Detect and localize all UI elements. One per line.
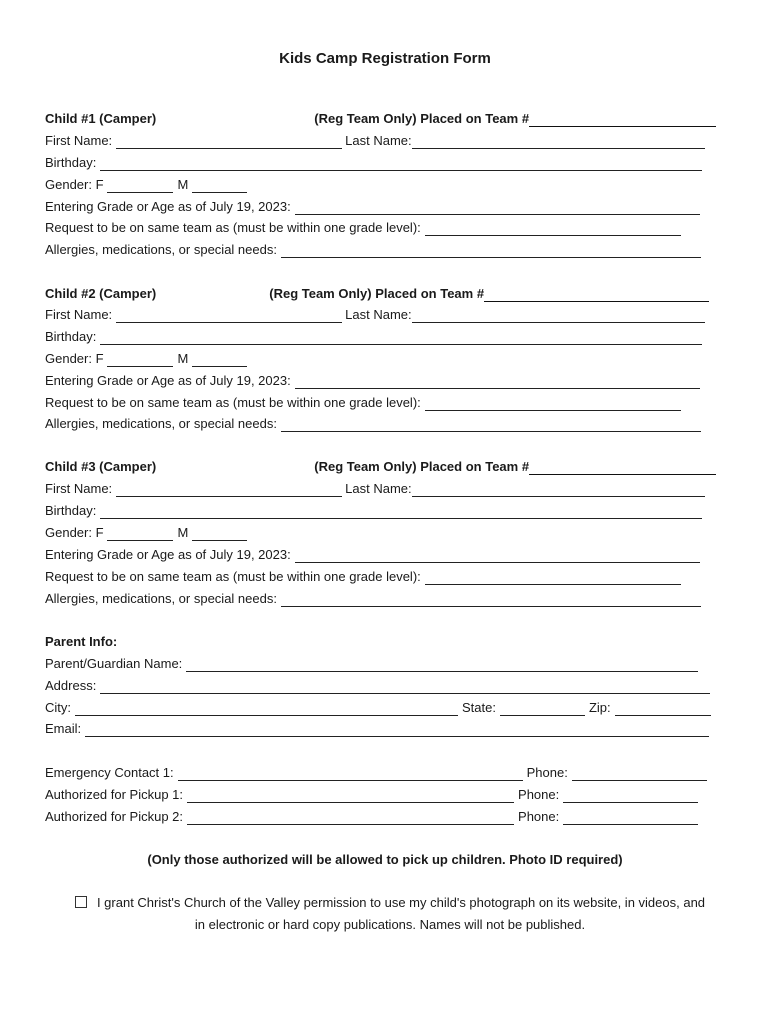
child-2-gender-f-label: Gender: F [45, 351, 104, 366]
child-3-allergies-row [45, 591, 701, 607]
child-3-allergies-field[interactable] [281, 593, 701, 607]
child-3-gender-row [45, 525, 247, 541]
child-2-first-name-field[interactable] [116, 309, 342, 323]
child-2-grade-label: Entering Grade or Age as of July 19, 2023: [45, 373, 291, 388]
child-1-grade-label: Entering Grade or Age as of July 19, 2023: [45, 199, 291, 214]
child-2-grade-row [45, 373, 700, 389]
child-2-name-row [45, 307, 705, 323]
child-2-same-team-row [45, 395, 681, 411]
zip-label: Zip: [588, 700, 611, 715]
city-field[interactable] [75, 702, 458, 716]
child-3-same-team-row [45, 569, 681, 585]
child-3-gender-m-field[interactable] [192, 527, 247, 541]
child-1-gender-row [45, 177, 247, 193]
child-3-gender-m-label: M [177, 525, 189, 540]
photo-consent-text-1: I grant Christ's Church of the Valley permission to use my child's photograph on its website, in videos, and [96, 895, 706, 910]
child-3-first-name-label: First Name: [45, 481, 113, 496]
child-3-allergies-label: Allergies, medications, or special needs: [45, 591, 277, 606]
child-2-gender-m-label: M [177, 351, 189, 366]
child-3-team-label: (Reg Team Only) Placed on Team # [314, 459, 530, 474]
child-1-name-row [45, 133, 705, 149]
guardian-name-label: Parent/Guardian Name: [45, 656, 183, 671]
photo-consent-line-2: in electronic or hard copy publications. Names will not be published. [194, 917, 586, 932]
pickup-2-label: Authorized for Pickup 2: [45, 809, 184, 824]
child-2-team-field[interactable] [484, 288, 709, 302]
parent-info-header [45, 634, 117, 650]
child-3-last-name-field[interactable] [412, 483, 705, 497]
child-2-birthday-field[interactable] [100, 331, 702, 345]
child-2-birthday-label: Birthday: [45, 329, 97, 344]
child-3-last-name-label: Last Name: [345, 481, 412, 496]
child-1-birthday-label: Birthday: [45, 155, 97, 170]
emergency-contact-field[interactable] [178, 767, 523, 781]
child-1-allergies-row [45, 242, 701, 258]
child-1-last-name-label: Last Name: [345, 133, 412, 148]
child-2-header [45, 286, 709, 302]
child-2-gender-m-field[interactable] [192, 353, 247, 367]
child-3-grade-label: Entering Grade or Age as of July 19, 2023: [45, 547, 291, 562]
child-3-birthday-row [45, 503, 702, 519]
child-1-birthday-row [45, 155, 702, 171]
form-title: Kids Camp Registration Form [279, 50, 491, 67]
city-label: City: [45, 700, 71, 715]
photo-consent-line-1 [50, 892, 730, 914]
child-3-birthday-field[interactable] [100, 505, 702, 519]
child-2-allergies-field[interactable] [281, 418, 701, 432]
pickup-2-row [45, 809, 698, 825]
guardian-name-field[interactable] [186, 658, 698, 672]
child-1-grade-row [45, 199, 700, 215]
child-1-first-name-field[interactable] [116, 135, 342, 149]
child-1-gender-f-label: Gender: F [45, 177, 104, 192]
child-1-same-team-field[interactable] [425, 222, 681, 236]
child-2-heading: Child #2 (Camper) [45, 286, 157, 301]
child-1-allergies-field[interactable] [281, 244, 701, 258]
pickup-2-phone-field[interactable] [563, 811, 698, 825]
guardian-row [45, 656, 698, 672]
checkbox-icon[interactable] [75, 896, 87, 908]
child-1-same-team-row [45, 220, 681, 236]
address-label: Address: [45, 678, 97, 693]
address-field[interactable] [100, 680, 710, 694]
email-label: Email: [45, 721, 82, 736]
child-2-same-team-label: Request to be on same team as (must be within one grade level): [45, 395, 421, 410]
pickup-2-phone-label: Phone: [518, 809, 560, 824]
child-2-gender-row [45, 351, 247, 367]
pickup-2-field[interactable] [187, 811, 514, 825]
child-2-birthday-row [45, 329, 702, 345]
child-2-last-name-label: Last Name: [345, 307, 412, 322]
pickup-1-label: Authorized for Pickup 1: [45, 787, 184, 802]
child-3-team-field[interactable] [529, 461, 716, 475]
pickup-1-phone-label: Phone: [518, 787, 560, 802]
child-1-first-name-label: First Name: [45, 133, 113, 148]
child-1-same-team-label: Request to be on same team as (must be within one grade level): [45, 220, 421, 235]
pickup-1-row [45, 787, 698, 803]
zip-field[interactable] [615, 702, 711, 716]
child-3-gender-f-field[interactable] [107, 527, 173, 541]
child-3-header [45, 459, 716, 475]
child-2-last-name-field[interactable] [412, 309, 705, 323]
child-2-allergies-row [45, 416, 701, 432]
child-2-first-name-label: First Name: [45, 307, 113, 322]
child-1-header [45, 111, 716, 127]
child-1-gender-f-field[interactable] [107, 179, 173, 193]
child-1-grade-field[interactable] [295, 201, 700, 215]
child-3-birthday-label: Birthday: [45, 503, 97, 518]
emergency-contact-label: Emergency Contact 1: [45, 765, 174, 780]
child-3-grade-field[interactable] [295, 549, 700, 563]
photo-consent [50, 892, 730, 936]
child-1-heading: Child #1 (Camper) [45, 111, 157, 126]
child-3-grade-row [45, 547, 700, 563]
child-1-last-name-field[interactable] [412, 135, 705, 149]
child-3-same-team-field[interactable] [425, 571, 681, 585]
child-3-heading: Child #3 (Camper) [45, 459, 157, 474]
email-row [45, 721, 709, 737]
address-row [45, 678, 710, 694]
child-2-same-team-field[interactable] [425, 397, 681, 411]
child-1-team-label: (Reg Team Only) Placed on Team # [314, 111, 530, 126]
child-1-team-field[interactable] [529, 113, 716, 127]
child-1-gender-m-field[interactable] [192, 179, 247, 193]
emergency-phone-field[interactable] [572, 767, 707, 781]
emergency-phone-label: Phone: [526, 765, 568, 780]
pickup-notice: (Only those authorized will be allowed to pick up children. Photo ID required) [147, 852, 623, 867]
email-field[interactable] [85, 723, 709, 737]
pickup-1-field[interactable] [187, 789, 514, 803]
child-1-birthday-field[interactable] [100, 157, 702, 171]
child-2-grade-field[interactable] [295, 375, 700, 389]
pickup-1-phone-field[interactable] [563, 789, 698, 803]
child-3-same-team-label: Request to be on same team as (must be within one grade level): [45, 569, 421, 584]
emergency-contact-row [45, 765, 707, 781]
child-3-name-row [45, 481, 705, 497]
child-2-gender-f-field[interactable] [107, 353, 173, 367]
state-label: State: [462, 700, 496, 715]
child-3-gender-f-label: Gender: F [45, 525, 104, 540]
city-state-zip-row [45, 700, 711, 716]
child-3-first-name-field[interactable] [116, 483, 342, 497]
parent-info-heading: Parent Info: [45, 634, 118, 649]
child-1-allergies-label: Allergies, medications, or special needs: [45, 242, 277, 257]
child-1-gender-m-label: M [177, 177, 189, 192]
state-field[interactable] [500, 702, 585, 716]
child-2-allergies-label: Allergies, medications, or special needs: [45, 416, 277, 431]
child-2-team-label: (Reg Team Only) Placed on Team # [269, 286, 485, 301]
